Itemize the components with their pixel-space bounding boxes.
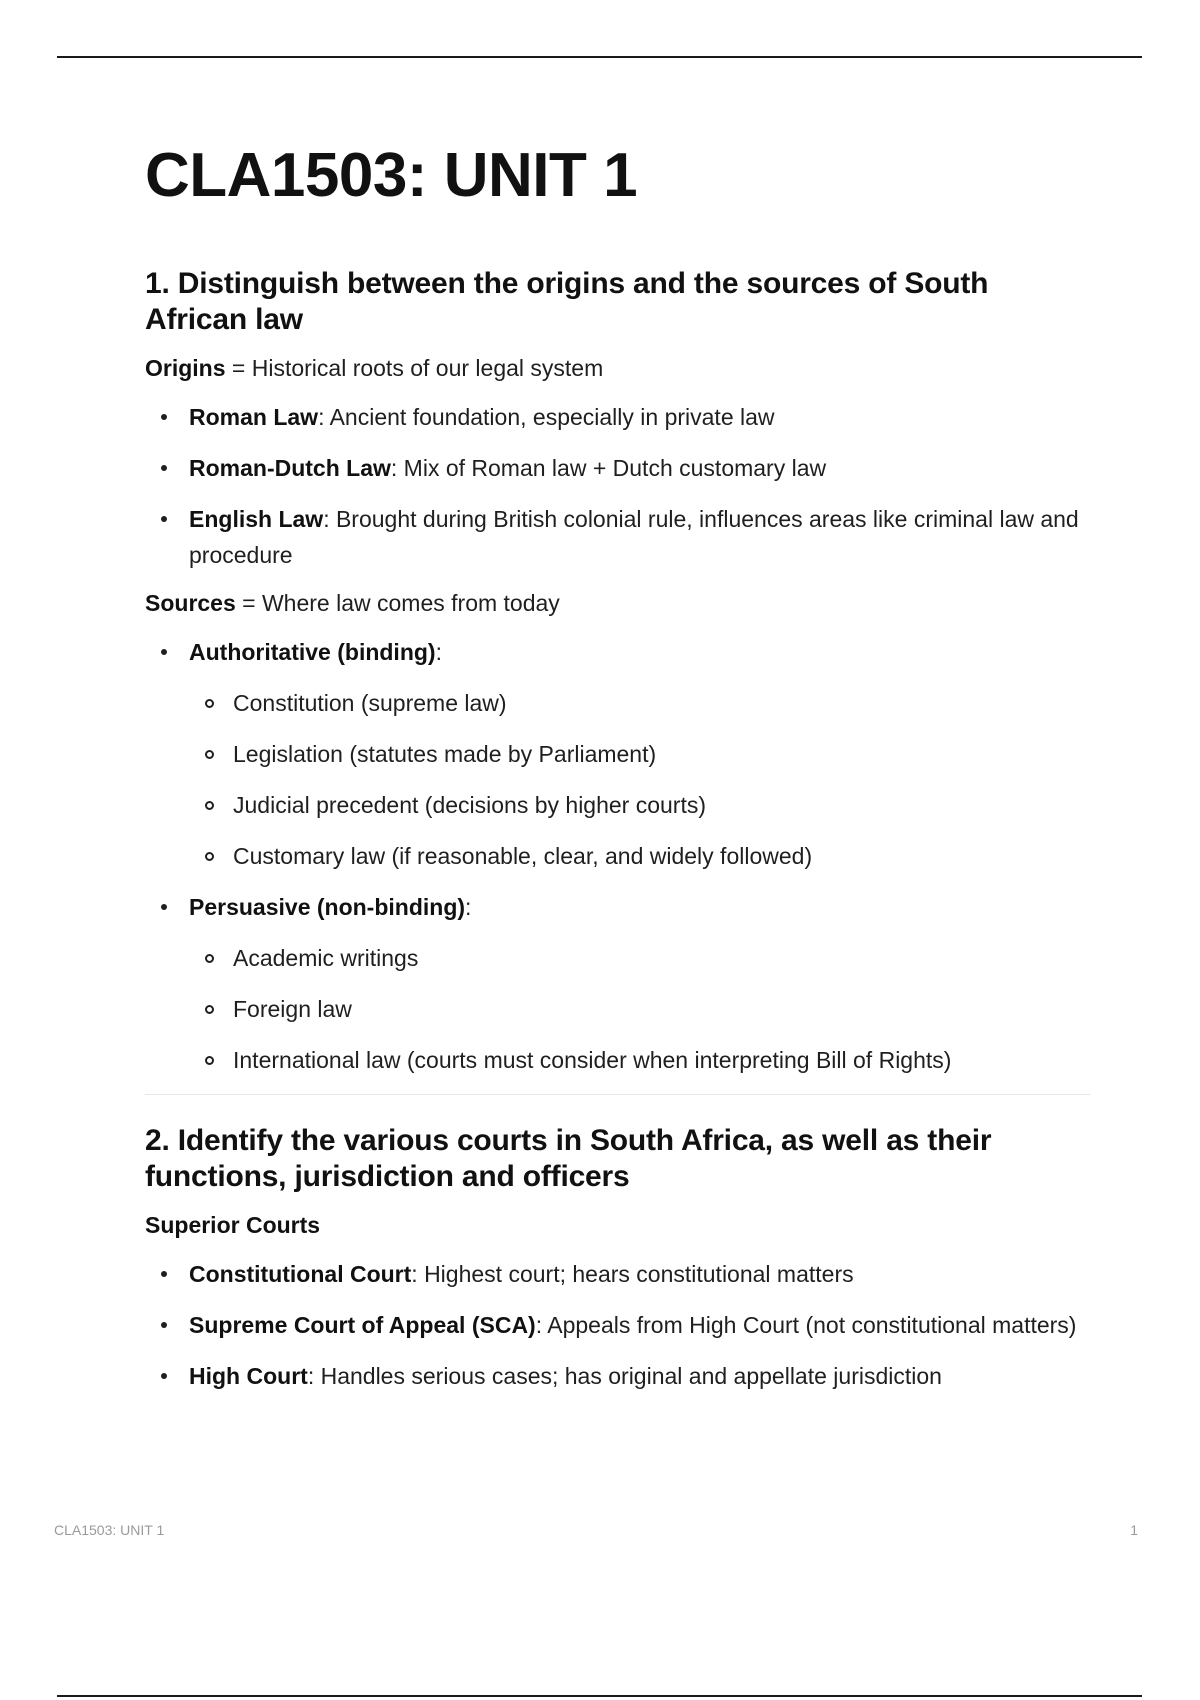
page-title: CLA1503: UNIT 1 — [145, 141, 638, 210]
list-item: Constitution (supreme law) — [189, 685, 1090, 721]
list-item: High Court: Handles serious cases; has original and appellate jurisdiction — [145, 1358, 1090, 1394]
origins-list — [145, 399, 1090, 573]
list-item: Academic writings — [189, 940, 1090, 976]
list-item: Legislation (statutes made by Parliament) — [189, 736, 1090, 772]
list-item: Customary law (if reasonable, clear, and widely followed) — [189, 838, 1090, 874]
origins-term: Origins — [145, 355, 226, 382]
bottom-rule — [57, 1695, 1142, 1697]
document-body — [145, 142, 1090, 1394]
list-item: Roman-Dutch Law: Mix of Roman law + Dutch customary law — [145, 450, 1090, 486]
list-item: Authoritative (binding): Constitution (supreme law) Legislation (statutes made by Parliament) Judicial precedent (decisions by higher courts) Customary law (if reasonable, clear, and widely followed) — [145, 634, 1090, 874]
section-1-heading: 1. Distinguish between the origins and the sources of South African law — [145, 267, 989, 337]
list-item: Persuasive (non-binding): Academic writings Foreign law International law (courts must consider when interpreting Bill of Rights) — [145, 889, 1090, 1078]
top-rule — [57, 56, 1142, 58]
authoritative-sublist — [189, 685, 1090, 874]
sources-term: Sources — [145, 590, 236, 617]
superior-courts-heading: Superior Courts — [145, 1212, 321, 1239]
list-item: International law (courts must consider when interpreting Bill of Rights) — [189, 1042, 1090, 1078]
origins-definition: Origins = Historical roots of our legal system — [145, 355, 604, 382]
section-2-heading: 2. Identify the various courts in South Africa, as well as their functions, jurisdiction and officers — [145, 1124, 992, 1194]
list-item: Foreign law — [189, 991, 1090, 1027]
courts-list — [145, 1256, 1090, 1394]
footer-page-number: 1 — [1130, 1522, 1138, 1538]
persuasive-sublist — [189, 940, 1090, 1078]
sources-definition: Sources = Where law comes from today — [145, 590, 560, 617]
list-item: Constitutional Court: Highest court; hears constitutional matters — [145, 1256, 1090, 1292]
sources-list — [145, 634, 1090, 1078]
section-divider — [145, 1094, 1090, 1095]
footer-document-name: CLA1503: UNIT 1 — [54, 1522, 165, 1538]
list-item: Supreme Court of Appeal (SCA): Appeals from High Court (not constitutional matters) — [145, 1307, 1090, 1343]
list-item: Judicial precedent (decisions by higher courts) — [189, 787, 1090, 823]
list-item: English Law: Brought during British colonial rule, influences areas like criminal law and procedure — [145, 501, 1090, 573]
list-item: Roman Law: Ancient foundation, especially in private law — [145, 399, 1090, 435]
